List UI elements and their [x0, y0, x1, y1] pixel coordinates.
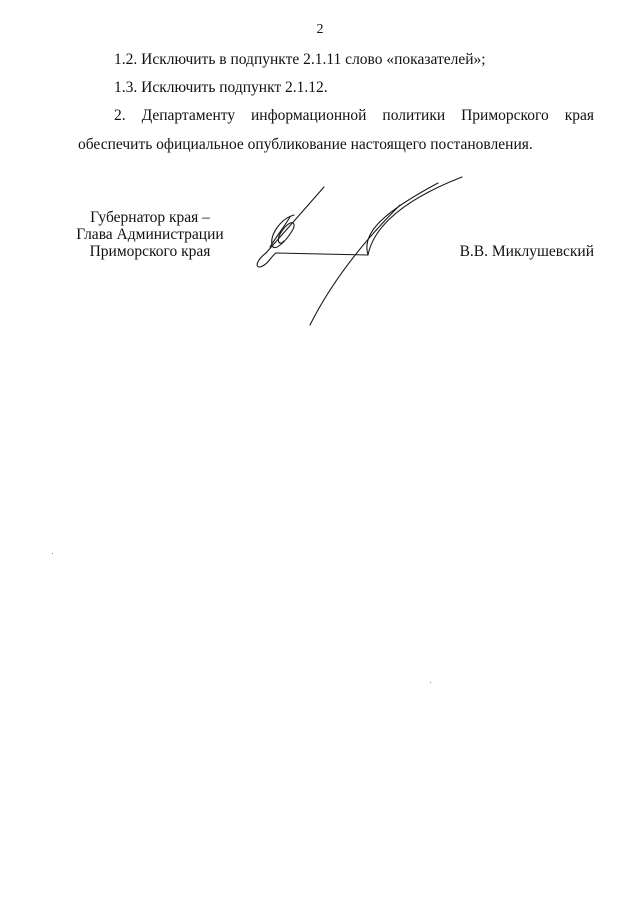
signatory-title-line-2: Глава Администрации [76, 226, 224, 243]
handwritten-signature [250, 175, 470, 335]
signer-name: В.В. Миклушевский [459, 243, 594, 260]
paragraph-item-1-2: 1.2. Исключить в подпункте 2.1.11 слово «показателей»; [114, 51, 486, 68]
signatory-title-line-1: Губернатор края – [90, 209, 210, 226]
paragraph-item-2-line-1: 2. Департаменту информационной политики Приморского края [114, 107, 594, 124]
scan-speck [430, 682, 431, 683]
signature-stroke [310, 205, 400, 325]
paragraph-item-1-3: 1.3. Исключить подпункт 2.1.12. [114, 79, 328, 96]
paragraph-item-2 [78, 101, 594, 159]
signature-stroke [266, 187, 324, 253]
signature-stroke [368, 177, 462, 255]
signature-stroke [367, 183, 438, 255]
signatory-title [70, 209, 230, 260]
signatory-title-line-3: Приморского края [89, 243, 211, 260]
paragraph-item-2-line-2: обеспечить официальное опубликование настоящего постановления. [78, 136, 533, 153]
scan-speck [52, 553, 53, 554]
page-number: 2 [316, 22, 324, 37]
